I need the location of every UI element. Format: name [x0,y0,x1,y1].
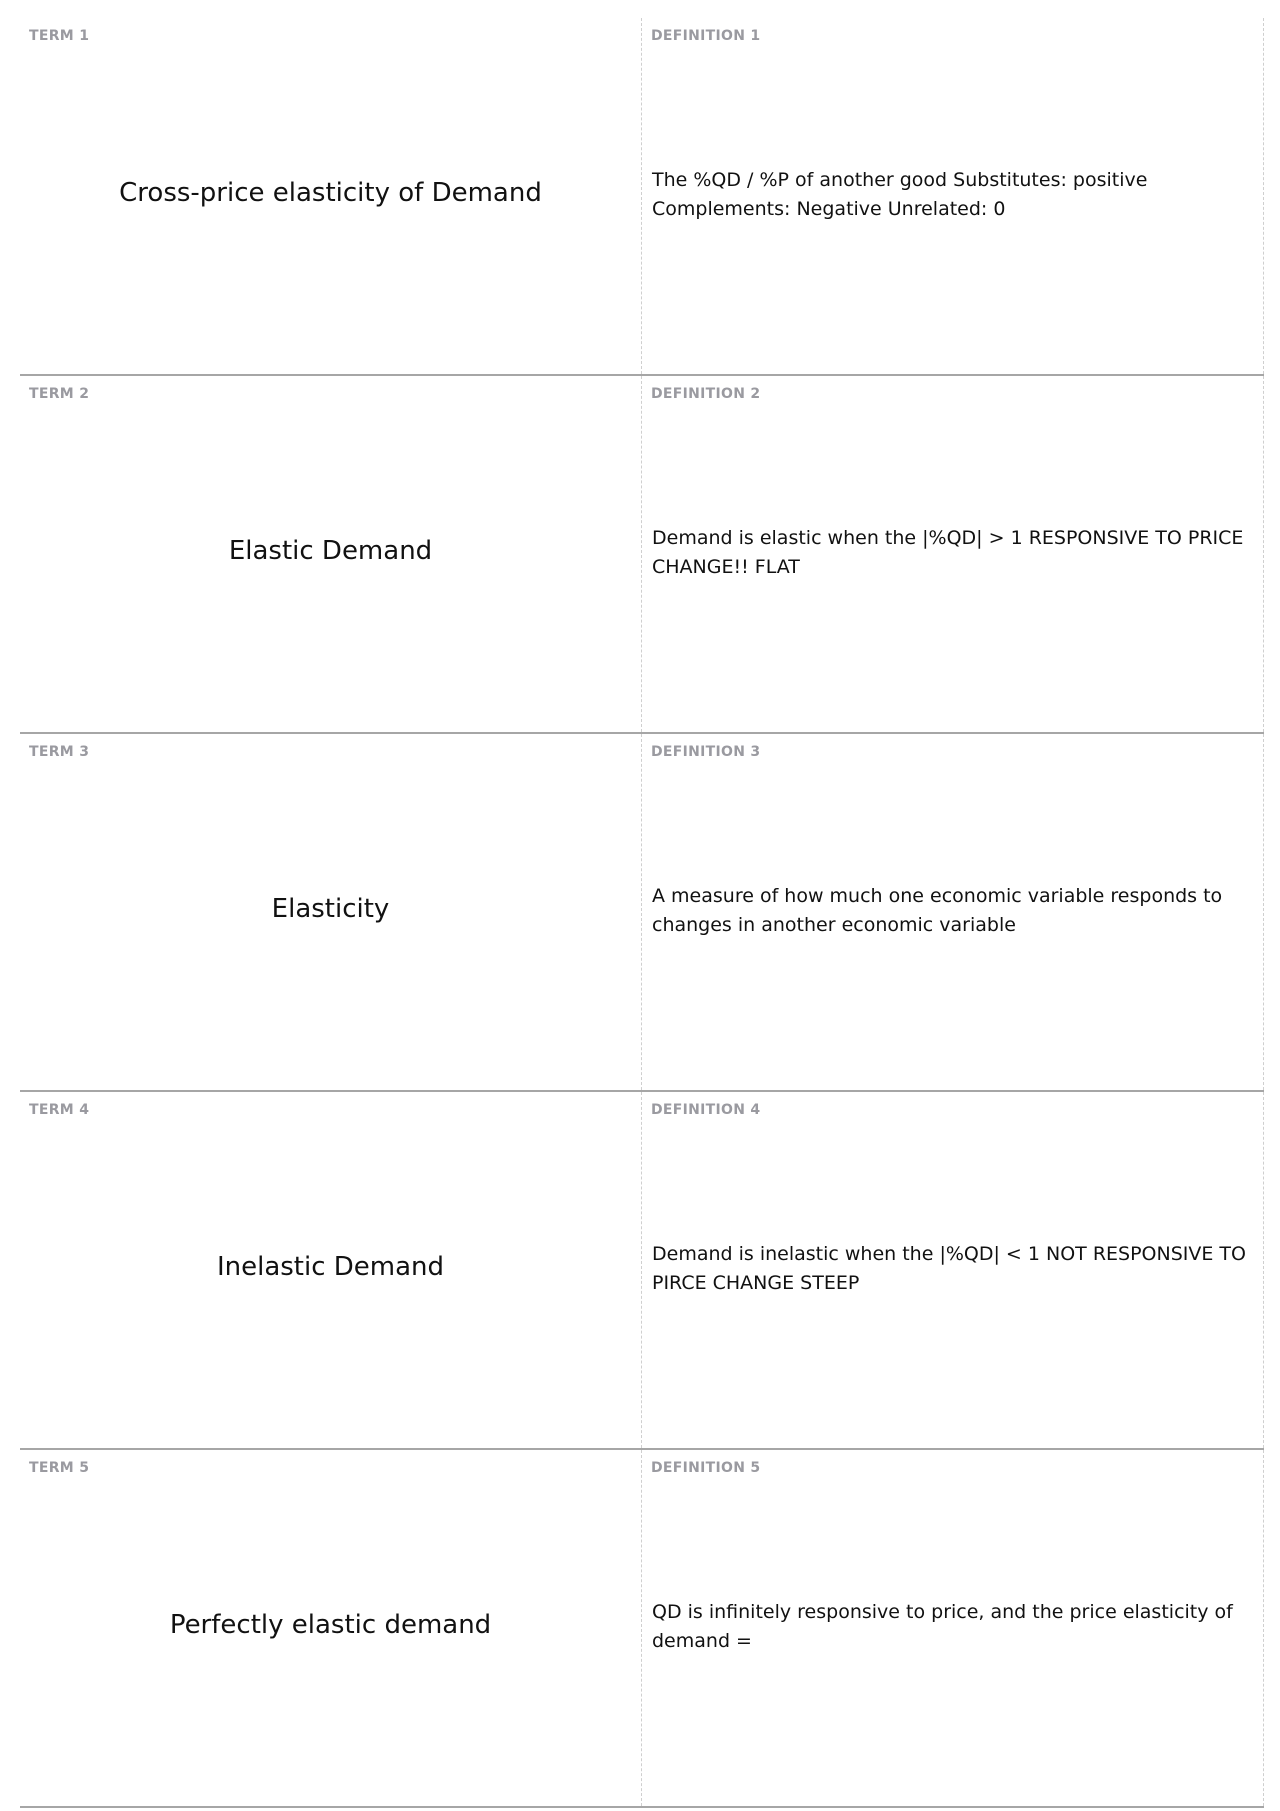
flashcard-sheet [20,18,1264,1808]
term-label: TERM 4 [29,1102,90,1118]
definition-text: Demand is elastic when the |%QD| > 1 RESPONSIVE TO PRICE CHANGE!! FLAT [652,527,1244,578]
flashcard-row [20,18,1264,376]
definition-text: Demand is inelastic when the |%QD| < 1 NOT RESPONSIVE TO PIRCE CHANGE STEEP [652,1243,1246,1294]
definition-cell [642,18,1264,374]
term-cell [20,18,642,374]
definition-label: DEFINITION 4 [651,1102,761,1118]
definition-label: DEFINITION 1 [651,28,761,44]
definition-text: A measure of how much one economic variable responds to changes in another economic variable [652,885,1223,936]
term-cell [20,1092,642,1448]
term-cell [20,1450,642,1806]
definition-cell [642,1450,1264,1806]
term-cell [20,376,642,732]
definition-label: DEFINITION 5 [651,1460,761,1476]
term-cell [20,734,642,1090]
definition-cell [642,734,1264,1090]
definition-cell [642,1092,1264,1448]
term-text: Elastic Demand [228,536,433,566]
term-label: TERM 5 [29,1460,90,1476]
flashcard-row [20,1092,1264,1450]
definition-label: DEFINITION 2 [651,386,761,402]
definition-text: QD is infinitely responsive to price, and the price elasticity of demand = [652,1601,1233,1652]
term-label: TERM 1 [29,28,90,44]
flashcard-row [20,376,1264,734]
term-text: Inelastic Demand [216,1252,445,1282]
term-text: Perfectly elastic demand [169,1610,492,1640]
definition-cell [642,376,1264,732]
flashcard-row [20,1450,1264,1808]
term-label: TERM 2 [29,386,90,402]
definition-text: The %QD / %P of another good Substitutes: positive Complements: Negative Unrelated: 0 [652,169,1148,220]
term-text: Elasticity [271,894,390,924]
flashcard-row [20,734,1264,1092]
term-label: TERM 3 [29,744,90,760]
term-text: Cross-price elasticity of Demand [119,178,542,208]
definition-label: DEFINITION 3 [651,744,761,760]
